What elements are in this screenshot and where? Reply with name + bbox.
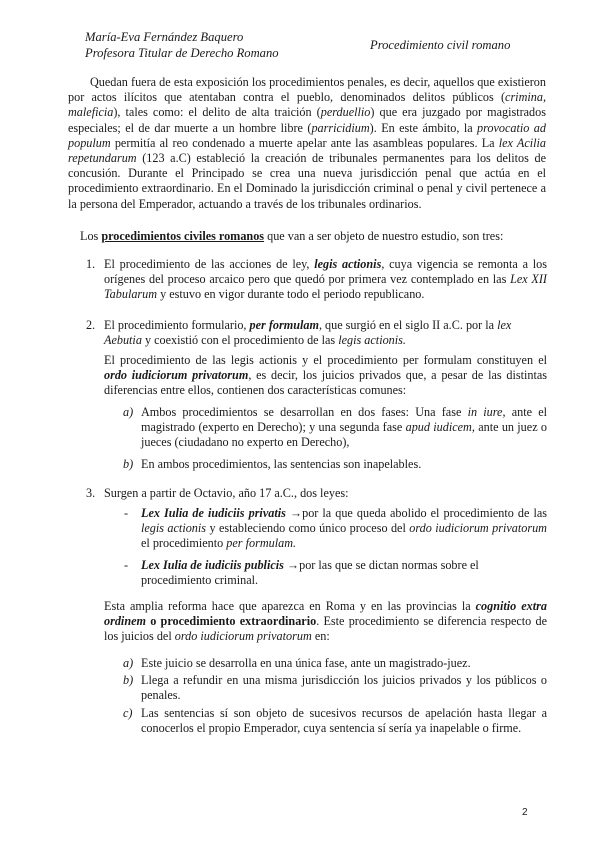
item1-text-3: , cuya vigencia se remonta a los orígenes del proceso arcaico pero que quedó por primera vez contemplado en las — [104, 257, 547, 287]
item3-b-text: Llega a refundir en una misma jurisdicción los juicios privados y los públicos o penales. — [141, 673, 547, 703]
item2-paragraph-2 — [104, 353, 547, 399]
intro-text-1: Quedan fuera de esta exposición los procedimientos penales, es decir, aquellos que existieron por actos ilícitos que atentaban contra el pueblo, denominados delitos públicos ( — [68, 75, 546, 105]
item3-p2-text-7: en: — [311, 629, 330, 644]
item3-a-marker: a) — [123, 656, 134, 670]
item3-law-1-text-6: el procedimiento — [141, 536, 227, 551]
item3-law-2 — [141, 558, 547, 588]
item2-b-text-1: En ambos procedimientos, las sentencias son inapelables. — [141, 457, 422, 471]
item2-a-text-3: ante el magistrado (experto en Derecho); y una segunda fase — [141, 405, 547, 435]
item3-law-1 — [141, 506, 547, 552]
item2-paragraph — [104, 318, 547, 348]
item3-marker: 3. — [86, 486, 96, 500]
intro-text-4: perduellio — [320, 105, 371, 120]
item2-a-text-5: ante un juez o jueces (ciudadano no experto en Derecho), — [141, 420, 547, 450]
intro-text-2: crimina, maleficia — [68, 90, 546, 120]
item3-law-1-text-5: ordo iudiciorum privatorum — [409, 521, 547, 536]
item2-p2-text-1: El procedimiento de las legis actionis y el procedimiento per formulam constituyen el — [104, 353, 547, 367]
item3-c-text: Las sentencias sí son objeto de sucesivos recursos de apelación hasta llegar a conocerlos el propio Emperador, cuya sentencia sí sería ya inapelable o firme. — [141, 706, 547, 736]
item3-dash-1: - — [124, 506, 129, 520]
intro-text-10: lex Acilia repetundarum — [68, 135, 546, 166]
item2-text-2: per formulam — [249, 318, 319, 332]
item3-a-text: Este juicio se desarrolla en una única fase, ante un magistrado-juez. — [141, 656, 471, 670]
intro-paragraph — [68, 75, 546, 212]
item3-law-2-text-2: por las que se dictan normas sobre el procedimiento criminal. — [141, 558, 479, 588]
page-number: 2 — [522, 807, 528, 818]
arrow-right-icon: → — [289, 506, 303, 520]
item2-text-1: El procedimiento formulario, — [104, 318, 250, 332]
intro-text-11: (123 a.C) estableció la creación de tribunales permanentes para los delitos de concusión. Durante el Principado se crea una nueva jurisdicción penal que actúa en el procedimiento extraordinario. En el Dominado la jurisdicción criminal o penal y civil pertenece a la persona del Emperador, actuando a través de los tribunales ordinarios. — [68, 151, 546, 211]
intro-text-3: ), tales como: el delito de alta traición ( — [113, 105, 321, 120]
item2-a-text-2: in iure, — [467, 405, 506, 419]
item3-law-1-text-3: legis actionis — [141, 521, 207, 536]
item3-law-1-text-2: por la que queda abolido el procedimiento de las — [302, 506, 548, 520]
intro-text-9: permitía al reo condenado a muerte apelar ante las asambleas populares. La — [110, 135, 499, 150]
item2-a-paragraph — [141, 405, 547, 451]
lead-pre: Los — [80, 229, 102, 243]
item2-p2-text-2: ordo iudiciorum privatorum — [104, 368, 249, 383]
item2-text-3: , que surgió en el siglo II a.C. por la — [318, 318, 498, 332]
item3-p2-text-5: . Este procedimiento se diferencia respecto de los juicios del — [104, 614, 547, 644]
item2-a-text-1: Ambos procedimientos se desarrollan en dos fases: Una fase — [141, 405, 468, 419]
item2-b-paragraph — [141, 457, 547, 472]
course-title: Procedimiento civil romano — [370, 38, 511, 52]
lead-strong: procedimientos civiles romanos — [101, 229, 265, 243]
item2-a-marker: a) — [123, 405, 134, 419]
item2-marker: 2. — [86, 318, 96, 332]
item1-text-1: El procedimiento de las acciones de ley, — [104, 257, 315, 271]
lead-sentence — [80, 229, 550, 244]
item3-p2-text-1: Esta amplia reforma hace que aparezca en Roma y en las provincias la — [104, 599, 476, 613]
item3-a-paragraph — [141, 656, 547, 671]
item3-law-1-text-4: y estableciendo como único proceso del — [206, 521, 410, 536]
item3-p2-text-4: procedimiento extraordinario — [160, 614, 317, 629]
lead-post: que van a ser objeto de nuestro estudio, son tres: — [264, 229, 504, 243]
author-title: Profesora Titular de Derecho Romano — [85, 46, 279, 60]
item1-text-5: y estuvo en vigor durante todo el periodo republicano. — [157, 287, 425, 302]
item3-law-1-text-7: per formulam. — [226, 536, 297, 551]
item3-law-1-name: Lex Iulia de iudiciis privatis — [141, 506, 286, 520]
intro-text-7: ). En este ámbito, la — [369, 120, 478, 135]
arrow-right-icon: → — [286, 558, 300, 572]
item3-law-2-name: Lex Iulia de iudiciis publicis — [141, 558, 284, 572]
item3-p2-text-6: ordo iudiciorum privatorum — [174, 629, 312, 644]
item3-c-paragraph — [141, 706, 547, 736]
intro-text-8: provocatio ad populum — [68, 120, 546, 150]
item1-paragraph — [104, 257, 547, 303]
item3-dash-2: - — [124, 558, 129, 572]
item2-text-6: legis actionis. — [338, 333, 406, 348]
item3-p2-text-2: cognitio extra ordinem — [104, 599, 547, 629]
item3-p2-text-3: o — [145, 614, 161, 629]
item2-text-4: lex Aebutia — [104, 318, 512, 348]
intro-text-5: ) que era juzgado por magistrados especiales; el de dar muerte a un hombre libre ( — [68, 105, 546, 135]
item2-p2-text-3: , es decir, los juicios privados que, a pesar de las distintas diferencias entre ellos, contienen dos características comunes: — [104, 368, 548, 398]
item3-paragraph-2 — [104, 599, 547, 645]
item3-text-1: Surgen a partir de Octavio, año 17 a.C., dos leyes: — [104, 486, 349, 500]
item3-c-marker: c) — [123, 706, 133, 720]
item3-b-paragraph — [141, 673, 547, 703]
intro-text-6: parricidium — [311, 120, 370, 135]
item1-text-4: Lex XII Tabularum — [104, 272, 547, 302]
item2-a-text-4: apud iudicem, — [405, 420, 475, 435]
item2-text-5: y coexistió con el procedimiento de las — [141, 333, 339, 348]
item3-b-marker: b) — [123, 673, 134, 687]
item2-b-marker: b) — [123, 457, 134, 471]
item1-marker: 1. — [86, 257, 96, 271]
item3-paragraph — [104, 486, 547, 501]
item1-text-2: legis actionis — [314, 257, 382, 271]
author-name: María-Eva Fernández Baquero — [85, 30, 244, 44]
